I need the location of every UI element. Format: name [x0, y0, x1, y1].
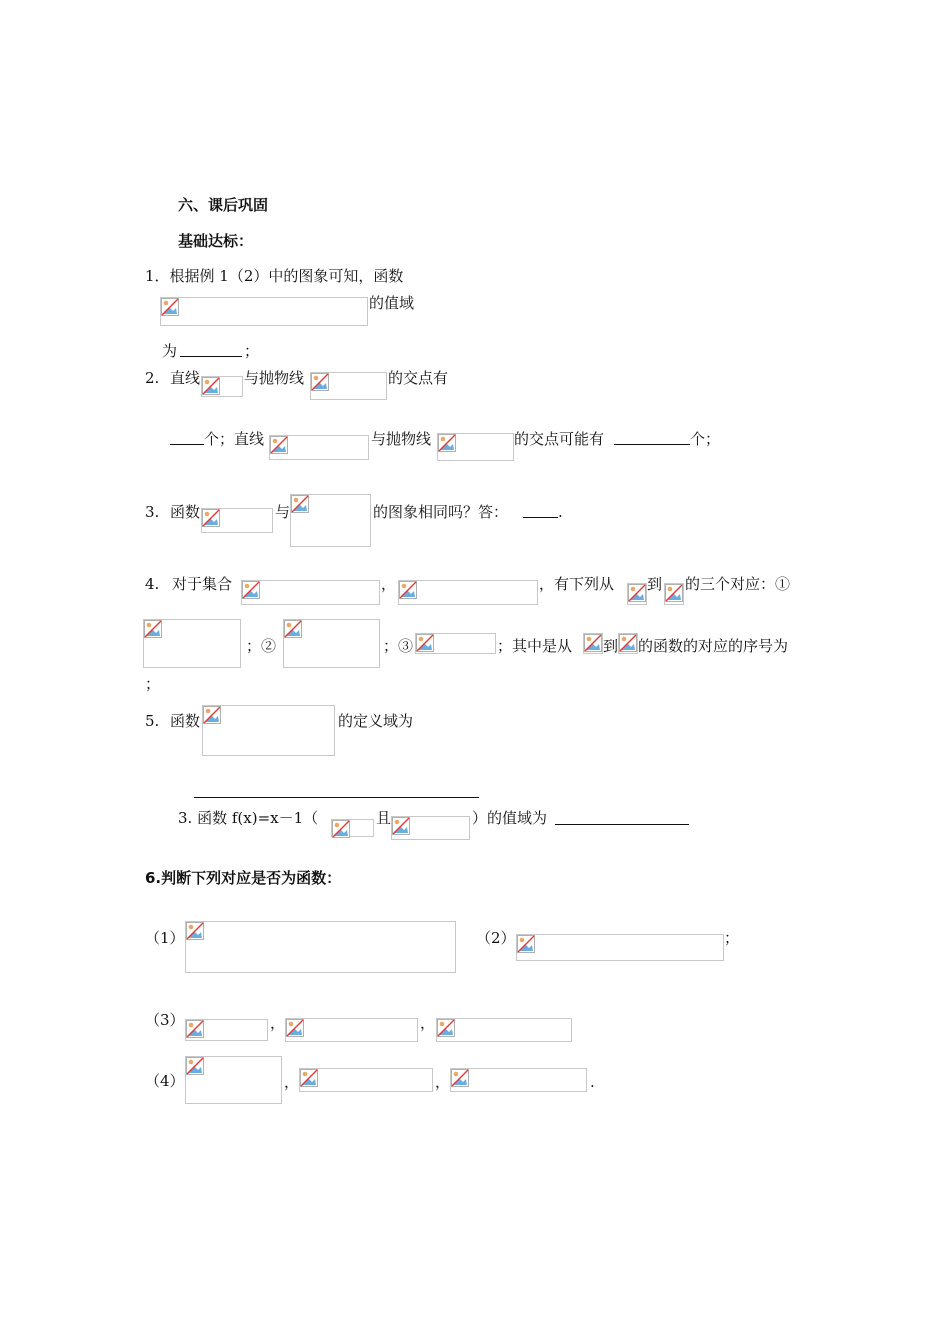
broken-image-icon — [665, 584, 683, 602]
q3-text-1: 函数 — [170, 503, 201, 521]
q6-mapping-image-2 — [516, 934, 724, 961]
q3-function-image-1 — [201, 508, 273, 533]
q2-text-4: 个；直线 — [204, 430, 265, 448]
q6-label-2: （2） — [476, 929, 516, 947]
q1-after-text: 的值域 — [369, 294, 415, 312]
q3-text-3: 的图象相同吗？答： — [373, 503, 509, 521]
q6-mapping-image-1 — [185, 921, 456, 973]
q2-number: 2. — [145, 369, 160, 387]
q4-mapping-image-1 — [143, 619, 241, 668]
broken-image-icon — [161, 298, 179, 316]
q1-formula-image — [160, 297, 368, 326]
q4-comma-1: ， — [381, 575, 397, 593]
q4-end: ； — [145, 675, 161, 693]
q4-a-symbol-image-2 — [583, 633, 603, 654]
q6-set-image-3a — [185, 1019, 268, 1041]
q5b-answer-blank[interactable] — [555, 824, 689, 825]
q4-text-2: ，有下列从 — [539, 575, 615, 593]
q2-parabola-image-1 — [310, 372, 387, 400]
broken-image-icon — [438, 434, 456, 452]
q4-dao-2: 到 — [603, 637, 619, 655]
broken-image-icon — [203, 706, 221, 724]
q4-text-1: 对于集合 — [172, 575, 233, 593]
q6-set-image-3c — [436, 1018, 572, 1042]
q3-answer-blank[interactable] — [523, 517, 558, 518]
q4-sep-1: ；② — [246, 637, 277, 655]
q5-text-1: 函数 — [170, 712, 201, 730]
q4-number: 4. — [145, 575, 160, 593]
q6-period: . — [590, 1073, 595, 1091]
q6-set-image-4b — [299, 1068, 433, 1092]
q6-label-4: （4） — [145, 1072, 185, 1090]
q6-semicolon: ； — [724, 929, 740, 947]
broken-image-icon — [202, 509, 220, 527]
q2-text-3: 的交点有 — [388, 369, 449, 387]
q4-text-3: 的三个对应：① — [685, 575, 791, 593]
q4-sep-2: ；③ — [383, 637, 414, 655]
section-title: 六、课后巩固 — [178, 196, 269, 214]
broken-image-icon — [451, 1069, 469, 1087]
q2-text-1: 直线 — [170, 369, 201, 387]
q1-text: 1．根据例 1（2）中的图象可知，函数 — [145, 267, 404, 285]
q4-a-symbol-image — [627, 583, 647, 605]
q3-number: 3. — [145, 503, 160, 521]
broken-image-icon — [399, 581, 417, 599]
broken-image-icon — [270, 436, 288, 454]
q2-parabola-image-2 — [437, 433, 514, 461]
q5b-text-1: 3. 函数 f(x)=x－1（ — [178, 809, 319, 827]
q4-b-symbol-image-2 — [618, 633, 638, 654]
q4-b-symbol-image — [664, 583, 684, 605]
q2-blank-2[interactable] — [614, 444, 690, 445]
q6-title: 6.判断下列对应是否为函数： — [145, 869, 342, 887]
broken-image-icon — [291, 495, 309, 513]
q3-text-2: 与 — [275, 503, 291, 521]
q1-answer-blank[interactable] — [180, 356, 242, 357]
q2-text-6: 的交点可能有 — [514, 430, 605, 448]
broken-image-icon — [242, 581, 260, 599]
q2-text-5: 与抛物线 — [371, 430, 432, 448]
q2-line-image-1 — [201, 376, 243, 397]
q6-label-3: （3） — [145, 1011, 185, 1029]
broken-image-icon — [619, 634, 637, 652]
q4-set-a-image — [241, 580, 380, 605]
q3-function-image-2 — [290, 494, 371, 547]
broken-image-icon — [202, 377, 220, 395]
broken-image-icon — [437, 1019, 455, 1037]
q6-comma-4: ， — [435, 1073, 451, 1091]
q6-comma-3: ， — [284, 1073, 300, 1091]
broken-image-icon — [186, 1057, 204, 1075]
q6-set-image-4c — [450, 1068, 587, 1092]
q5-text-2: 的定义域为 — [338, 712, 414, 730]
broken-image-icon — [300, 1069, 318, 1087]
q2-blank-1[interactable] — [170, 444, 204, 445]
q3-text-4: . — [558, 503, 563, 521]
q2-line-image-2 — [269, 435, 369, 460]
q5-number: 5. — [145, 712, 160, 730]
broken-image-icon — [392, 817, 410, 835]
q5b-condition-image-2 — [391, 816, 470, 840]
q5b-condition-image-1 — [331, 819, 374, 837]
q5b-text-3: ）的值域为 — [472, 809, 548, 827]
broken-image-icon — [311, 373, 329, 391]
broken-image-icon — [284, 620, 302, 638]
broken-image-icon — [332, 820, 350, 838]
q6-set-image-4a — [185, 1056, 282, 1104]
broken-image-icon — [286, 1019, 304, 1037]
q2-text-2: 与抛物线 — [244, 369, 305, 387]
broken-image-icon — [186, 922, 204, 940]
q6-set-image-3b — [285, 1018, 418, 1042]
q2-text-7: 个； — [690, 430, 721, 448]
q4-set-b-image — [398, 580, 538, 605]
q6-comma-2: ， — [420, 1014, 436, 1032]
broken-image-icon — [144, 620, 162, 638]
q4-dao-1: 到 — [647, 575, 663, 593]
q6-comma-1: ， — [270, 1014, 286, 1032]
q1-answer-suffix: ； — [244, 342, 260, 360]
q4-text-4: ；其中是从 — [497, 637, 573, 655]
q4-mapping-image-3 — [415, 633, 496, 654]
q6-label-1: （1） — [145, 929, 185, 947]
q1-answer-prefix: 为 — [162, 342, 178, 360]
broken-image-icon — [584, 634, 602, 652]
q5-answer-blank[interactable] — [194, 797, 479, 798]
broken-image-icon — [628, 584, 646, 602]
section-subtitle: 基础达标： — [178, 232, 254, 250]
q5-function-image — [202, 705, 335, 756]
broken-image-icon — [186, 1020, 204, 1038]
broken-image-icon — [517, 935, 535, 953]
q4-mapping-image-2 — [283, 619, 380, 668]
q5b-text-2: 且 — [376, 809, 392, 827]
q4-text-5: 的函数的对应的序号为 — [638, 637, 789, 655]
broken-image-icon — [416, 634, 434, 652]
